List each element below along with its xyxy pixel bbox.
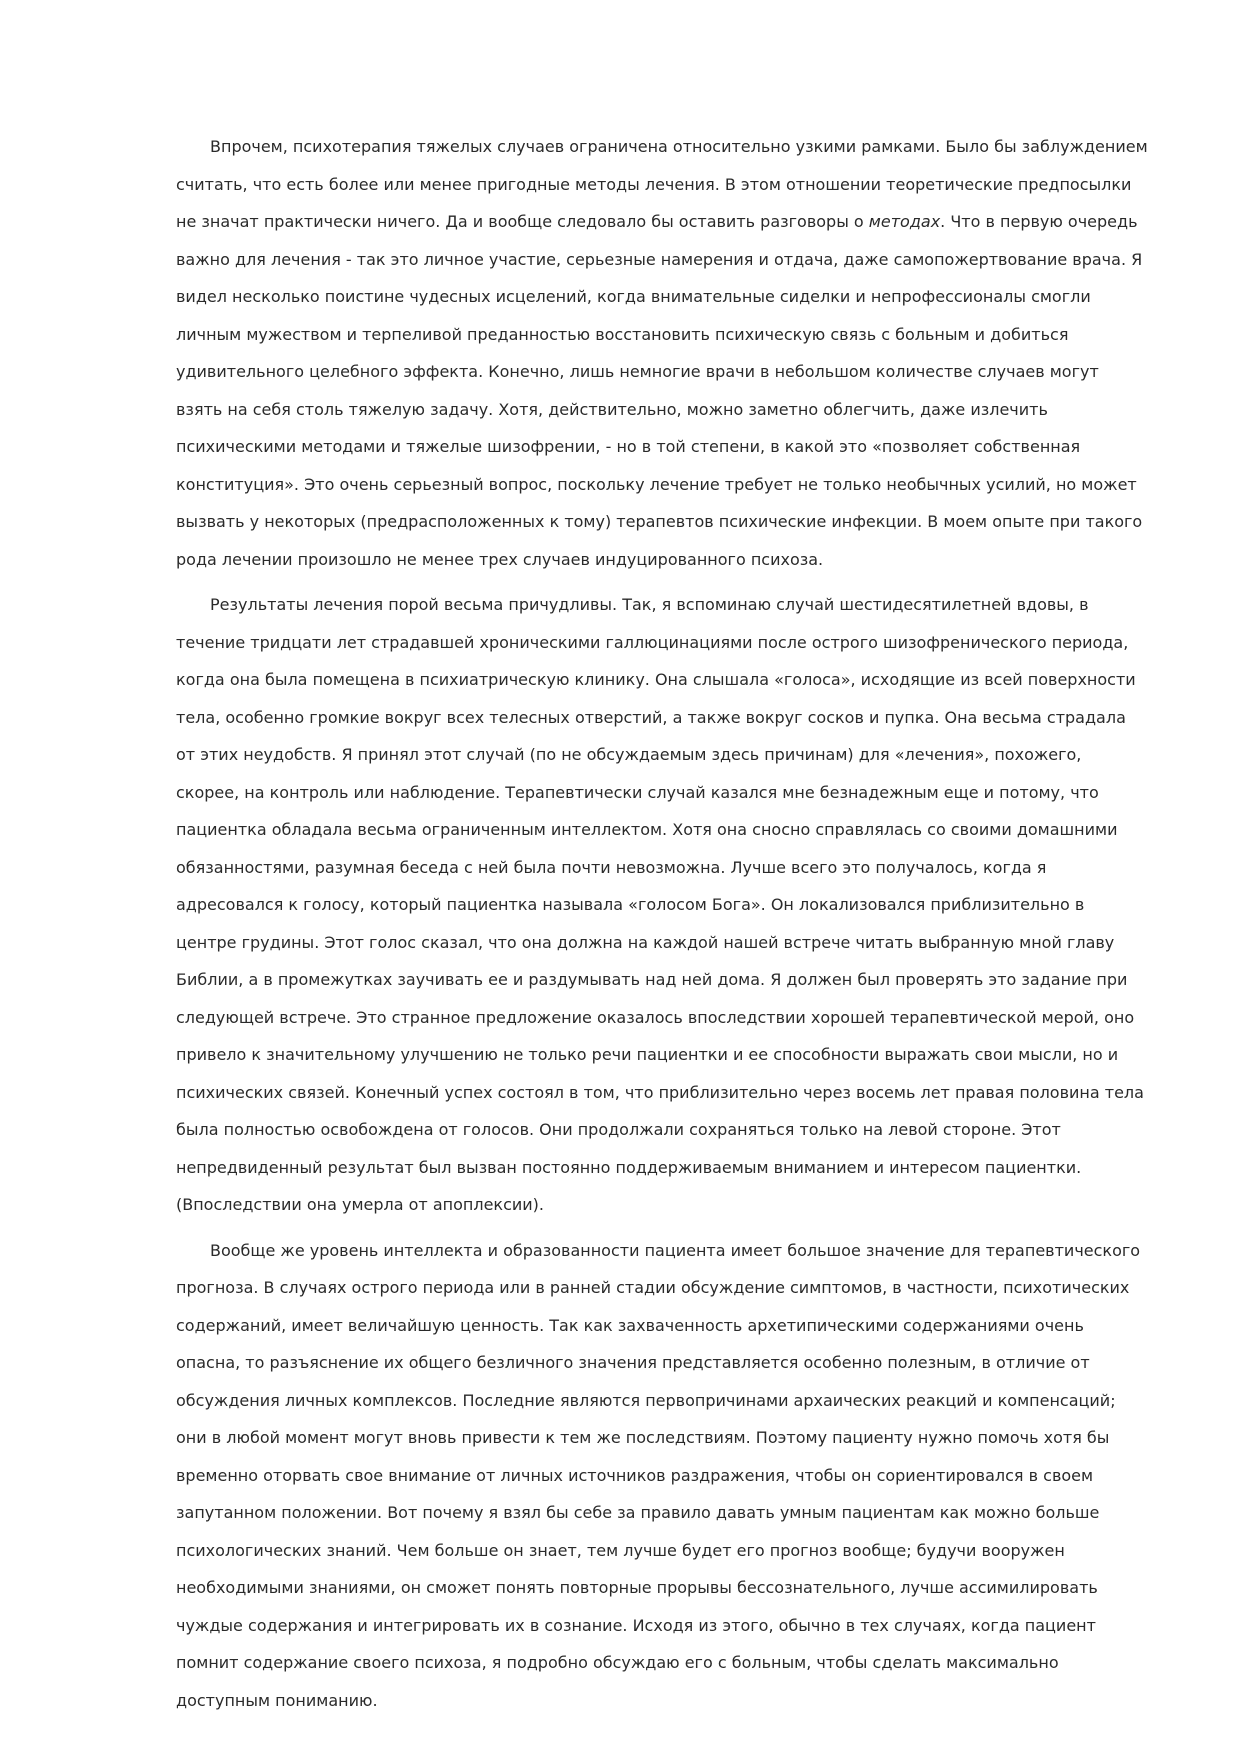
- paragraph-1-text-start: Впрочем, психотерапия тяжелых случаев ограничена относительно узкими рамками. Было бы заблуждением считать, что есть более или менее пригодные методы лечения. В этом отношении теоретические предпосылки не значат практически ничего. Да и вообще следовало бы оставить разговоры о: [176, 137, 1148, 231]
- paragraph-3: Вообще же уровень интеллекта и образованности пациента имеет большое значение для терапевтического прогноза. В случаях острого периода или в ранней стадии обсуждение симптомов, в частности, психотических содержаний, имеет величайшую ценность. Так как захваченность архетипическими содержаниями очень опасна, то разъяснение их общего безличного значения представляется особенно полезным, в отличие от обсуждения личных комплексов. Последние являются первопричинами архаических реакций и компенсаций; они в любой момент могут вновь привести к тем же последствиям. Поэтому пациенту нужно помочь хотя бы временно оторвать свое внимание от личных источников раздражения, чтобы он сориентировался в своем запутанном положении. Вот почему я взял бы себе за правило давать умным пациентам как можно больше психологических знаний. Чем больше он знает, тем лучше будет его прогноз вообще; будучи вооружен необходимыми знаниями, он сможет понять повторные прорывы бессознательного, лучше ассимилировать чуждые содержания и интегрировать их в сознание. Исходя из этого, обычно в тех случаях, когда пациент помнит содержание своего психоза, я подробно обсуждаю его с больным, чтобы сделать максимально доступным пониманию.: [176, 1240, 1141, 1710]
- paragraph-1: [176, 128, 1148, 578]
- paragraph-2: Результаты лечения порой весьма причудливы. Так, я вспоминаю случай шестидесятилетней вдовы, в течение тридцати лет страдавшей хроническими галлюцинациями после острого шизофренического периода, когда она была помещена в психиатрическую клинику. Она слышала «голоса», исходящие из всей поверхности тела, особенно громкие вокруг всех телесных отверстий, а также вокруг сосков и пупка. Она весьма страдала от этих неудобств. Я принял этот случай (по не обсуждаемым здесь причинам) для «лечения», похожего, скорее, на контроль или наблюдение. Терапевтически случай казался мне безнадежным еще и потому, что пациентка обладала весьма ограниченным интеллектом. Хотя она сносно справлялась со своими домашними обязанностями, разумная беседа с ней была почти невозможна. Лучше всего это получалось, когда я адресовался к голосу, который пациентка называла «голосом Бога». Он локализовался приблизительно в центре грудины. Этот голос сказал, что она должна на каждой нашей встрече читать выбранную мной главу Библии, а в промежутках заучивать ее и раздумывать над ней дома. Я должен был проверять это задание при следующей встрече. Это странное предложение оказалось впоследствии хорошей терапевтической мерой, оно привело к значительному улучшению не только речи пациентки и ее способности выражать свои мысли, но и психических связей. Конечный успех состоял в том, что приблизительно через восемь лет правая половина тела была полностью освобождена от голосов. Они продолжали сохраняться только на левой стороне. Этот непредвиденный результат был вызван постоянно поддерживаемым вниманием и интересом пациентки. (Впоследствии она умерла от апоплексии).: [176, 595, 1144, 1214]
- paragraph-1-text-end: . Что в первую очередь важно для лечения - так это личное участие, серьезные намерения и отдача, даже самопожертвование врача. Я видел несколько поистине чудесных исцелений, когда внимательные сиделки и непрофессионалы смогли личным мужеством и терпеливой преданностью восстановить психическую связь с больным и добиться удивительного целебного эффекта. Конечно, лишь немногие врачи в небольшом количестве случаев могут взять на себя столь тяжелую задачу. Хотя, действительно, можно заметно облегчить, даже излечить психическими методами и тяжелые шизофрении, - но в той степени, в какой это «позволяет собственная конституция». Это очень серьезный вопрос, поскольку лечение требует не только необычных усилий, но может вызвать у некоторых (предрасположенных к тому) терапевтов психические инфекции. В моем опыте при такого рода лечении произошло не менее трех случаев индуцированного психоза.: [176, 212, 1143, 569]
- document-body: [176, 128, 1148, 1727]
- paragraph-1-emphasis: методах: [868, 212, 941, 231]
